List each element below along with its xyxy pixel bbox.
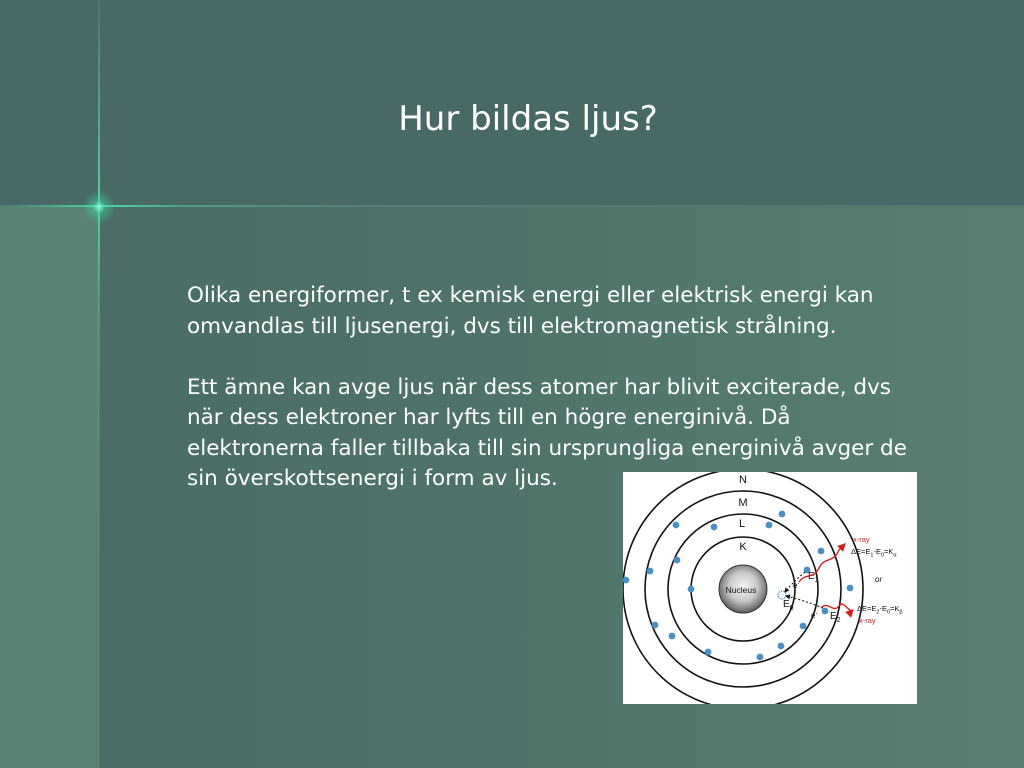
electron	[674, 557, 681, 564]
xray-label-upper: x-ray	[853, 535, 870, 544]
electron	[711, 524, 718, 531]
electron	[669, 633, 676, 640]
star-glow-icon	[82, 190, 116, 224]
electron	[757, 654, 764, 661]
electron	[778, 643, 785, 650]
atom-diagram	[623, 472, 917, 704]
shell-label-m: M	[738, 497, 748, 509]
shell-label-k: K	[739, 541, 747, 553]
electron	[847, 585, 854, 592]
slide-title: Hur bildas ljus?	[398, 99, 658, 139]
level-e0-label: $E_0$	[783, 599, 794, 612]
paragraph-1: Olika energiformer, t ex kemisk energi eller elektrisk energi kan omvandlas till ljusenergi, dvs till elektromagnetisk strålning.	[187, 283, 874, 339]
atom-diagram-svg	[623, 472, 917, 704]
left-band	[0, 207, 99, 768]
electron	[779, 511, 786, 518]
level-e1-label: $E_1$	[808, 571, 819, 584]
electron	[705, 649, 712, 656]
electron	[647, 568, 654, 575]
vacancy-marker	[778, 591, 786, 599]
electron-label-lower: e-	[811, 611, 818, 620]
vertical-accent-line	[98, 0, 100, 768]
electron	[673, 522, 680, 529]
electron	[652, 622, 659, 629]
electron	[818, 548, 825, 555]
electron-label-upper: e-	[793, 581, 800, 590]
equation-k-alpha: $\Delta E=E_1-E_0=K_\alpha$	[851, 547, 897, 559]
electron	[800, 623, 807, 630]
electron	[623, 577, 629, 584]
shell-label-n: N	[739, 474, 747, 486]
electron	[688, 586, 695, 593]
paragraph-2: Ett ämne kan avge ljus när dess atomer har blivit exciterade, dvs när dess elektroner har lyfts till en högre energinivå. Då elektronerna faller tillbaka till sin ursprungliga energinivå avger de sin överskottsenergi i form av ljus.	[187, 374, 907, 491]
nucleus-label: Nucleus	[725, 585, 757, 595]
shell-label-l: L	[738, 518, 746, 530]
xray-label-lower: x-ray	[859, 616, 876, 625]
horizontal-accent-line	[0, 205, 1024, 207]
equation-k-beta: $\Delta E=E_2-E_0=K_\beta$	[857, 604, 903, 616]
level-e2-label: $E_2$	[830, 611, 841, 624]
electron	[766, 522, 773, 529]
electron	[822, 608, 829, 615]
or-label: or	[875, 575, 883, 584]
